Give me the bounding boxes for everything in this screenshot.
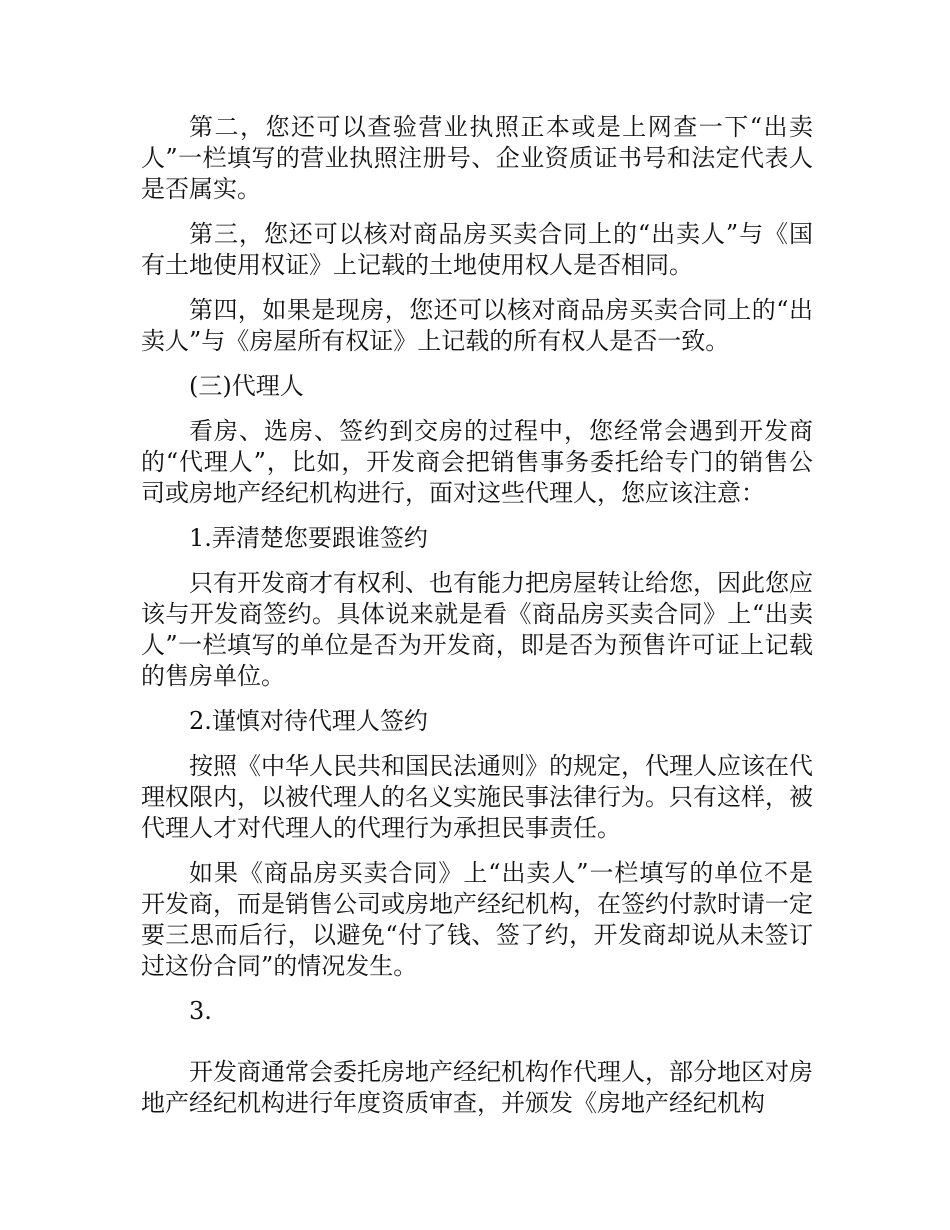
subheading-careful-agent: 2.谨慎对待代理人签约 bbox=[189, 707, 428, 735]
section-heading-agent: (三)代理人 bbox=[189, 372, 304, 400]
subheading-item-3: 3. bbox=[189, 997, 212, 1025]
paragraph-property-certificate: 第四，如果是现房，您还可以核对商品房买卖合同上的“出卖人”与《房屋所有权证》上记载的所有权人是否一致。 bbox=[141, 296, 813, 355]
paragraph-broker-review: 开发商通常会委托房地产经纪机构作代理人，部分地区对房地产经纪机构进行年度资质审查，并颁发《房地产经纪机构 bbox=[141, 1058, 813, 1117]
subheading-who-to-sign: 1.弄清楚您要跟谁签约 bbox=[189, 524, 428, 552]
document-body bbox=[141, 112, 813, 1133]
paragraph-agent-intro: 看房、选房、签约到交房的过程中，您经常会遇到开发商的“代理人”，比如，开发商会把销售事务委托给专门的销售公司或房地产经纪机构进行，面对这些代理人，您应该注意： bbox=[141, 417, 813, 507]
paragraph-civil-law: 按照《中华人民共和国民法通则》的规定，代理人应该在代理权限内，以被代理人的名义实施民事法律行为。只有这样，被代理人才对代理人的代理行为承担民事责任。 bbox=[141, 752, 813, 842]
paragraph-sign-with-developer: 只有开发商才有权利、也有能力把房屋转让给您，因此您应该与开发商签约。具体说来就是看《商品房买卖合同》上“出卖人”一栏填写的单位是否为开发商，即是否为预售许可证上记载的售房单位。 bbox=[141, 569, 813, 690]
paragraph-land-use-certificate: 第三，您还可以核对商品房买卖合同上的“出卖人”与《国有土地使用权证》上记载的土地使用权人是否相同。 bbox=[141, 220, 813, 279]
paragraph-verify-license: 第二，您还可以查验营业执照正本或是上网查一下“出卖人”一栏填写的营业执照注册号、企业资质证书号和法定代表人是否属实。 bbox=[141, 113, 813, 203]
paragraph-think-twice: 如果《商品房买卖合同》上“出卖人”一栏填写的单位不是开发商，而是销售公司或房地产经纪机构，在签约付款时请一定要三思而后行，以避免“付了钱、签了约，开发商却说从未签订过这份合同”的情况发生。 bbox=[141, 859, 813, 980]
